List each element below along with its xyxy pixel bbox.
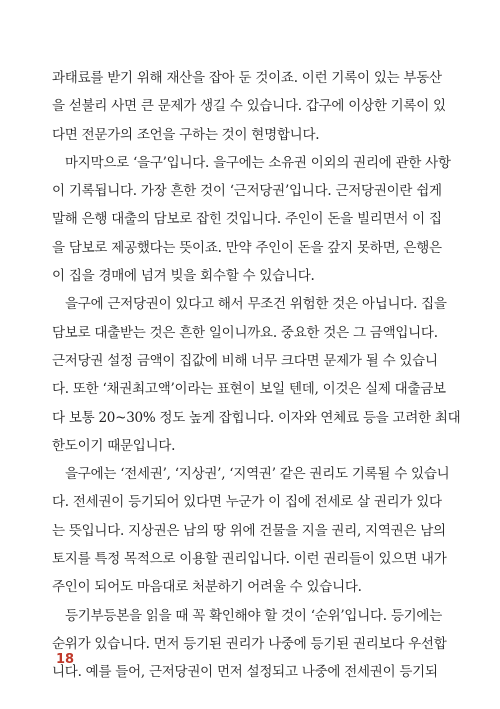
text-line: 순위가 있습니다. 먼저 등기된 권리가 나중에 등기된 권리보다 우선합 (52, 635, 447, 652)
page-number: 18 (56, 652, 75, 667)
text-line: 이 기록됩니다. 가장 흔한 것이 ‘근저당권’입니다. 근저당권이란 쉽게 (52, 183, 442, 200)
text-line: 마지막으로 ‘을구’입니다. 을구에는 소유권 이외의 권리에 관한 사항 (65, 154, 451, 171)
text-line: 다. 전세권이 등기되어 있다면 누군가 이 집에 전세로 살 권리가 있다 (52, 494, 442, 511)
text-line: 다 보통 20~30% 정도 높게 잡힙니다. 이자와 연체료 등을 고려한 최대 (52, 409, 461, 426)
text-line: 토지를 특정 목적으로 이용할 권리입니다. 이런 권리들이 있으면 내가 (52, 551, 447, 568)
text-line: 니다. 예를 들어, 근저당권이 먼저 설정되고 나중에 전세권이 등기되 (52, 664, 438, 681)
text-line: 과태료를 받기 위해 재산을 잡아 둔 것이죠. 이런 기록이 있는 부동산 (52, 70, 442, 86)
text-line: 주인이 되어도 마음대로 처분하기 어려울 수 있습니다. (52, 579, 362, 596)
text-line: 한도이기 때문입니다. (52, 437, 176, 454)
text-line: 이 집을 경매에 넘겨 빚을 회수할 수 있습니다. (52, 268, 315, 285)
page-body (52, 64, 461, 687)
text-line: 담보로 대출받는 것은 흔한 일이니까요. 중요한 것은 그 금액입니다. (52, 324, 438, 341)
text-line: 을구에 근저당권이 있다고 해서 무조건 위험한 것은 아닙니다. 집을 (65, 296, 447, 313)
text-line: 등기부등본을 읽을 때 꼭 확인해야 할 것이 ‘순위’입니다. 등기에는 (65, 607, 443, 624)
text-line: 다면 전문가의 조언을 구하는 것이 현명합니다. (52, 126, 320, 143)
text-line: 을구에는 ‘전세권’, ‘지상권’, ‘지역권’ 같은 권리도 기록될 수 있습니 (65, 466, 450, 483)
text-line: 다. 또한 ‘채권최고액’이라는 표현이 보일 텐데, 이것은 실제 대출금보 (52, 381, 446, 398)
text-line: 말해 은행 대출의 담보로 잡힌 것입니다. 주인이 돈을 빌리면서 이 집 (52, 211, 442, 228)
text-line: 을 섣불리 사면 큰 문제가 생길 수 있습니다. 갑구에 이상한 기록이 있 (52, 98, 446, 115)
text-line: 근저당권 설정 금액이 집값에 비해 너무 크다면 문제가 될 수 있습니 (52, 352, 438, 369)
text-line: 을 담보로 제공했다는 뜻이죠. 만약 주인이 돈을 갚지 못하면, 은행은 (52, 239, 442, 256)
text-line: 는 뜻입니다. 지상권은 남의 땅 위에 건물을 지을 권리, 지역권은 남의 (52, 522, 446, 539)
